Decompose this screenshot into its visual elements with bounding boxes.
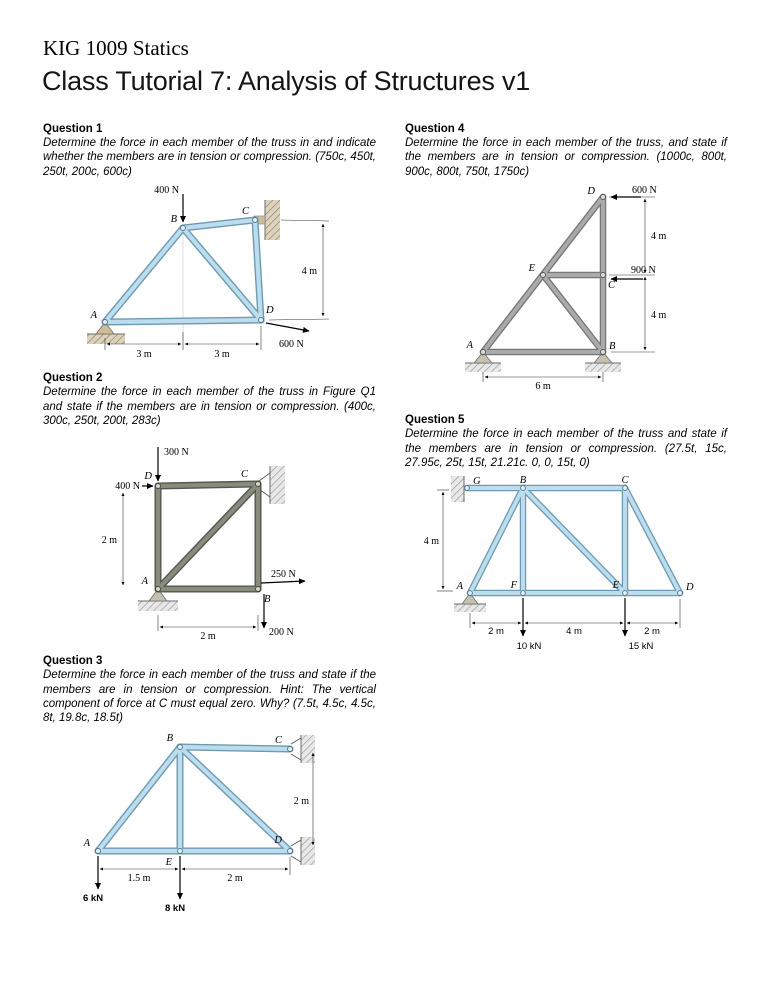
q4-dim-4m-upper-label: 4 m [651, 231, 667, 243]
q5-dim-2m-left-label: 2 m [488, 626, 504, 638]
question-5-body: Determine the force in each member of the truss and state if the members are in tension or compression. (27.5t, 15c, 27.95c, 25t, 15t, 21.21c. 0, 0, 15t, 0) [405, 428, 727, 469]
q5-load-15kn-label: 15 kN [628, 641, 654, 653]
q4-dim-6m-label: 6 m [535, 381, 551, 393]
q2-load-400n-label: 400 N [115, 481, 140, 493]
q1-node-b-label: B [170, 214, 177, 226]
q5-node-g-label: G [473, 476, 481, 488]
q4-load-900n-label: 900 N [631, 265, 656, 277]
q2-node-c-label: C [240, 469, 248, 481]
question-2-figure [43, 431, 376, 647]
q5-dim-4m-mid-label: 4 m [566, 626, 582, 638]
q4-truss-diagram [405, 182, 705, 394]
question-5-figure [405, 473, 727, 663]
q1-truss-diagram [43, 182, 373, 364]
right-column [405, 123, 727, 671]
q3-members [98, 747, 290, 851]
q5-truss-diagram [405, 473, 705, 663]
q3-node-a-label: A [83, 837, 90, 849]
q3-dim-2m-bottom-label: 2 m [227, 872, 243, 884]
q1-load-600n-label: 600 N [279, 339, 304, 351]
q3-wall-support-lower [291, 837, 315, 865]
question-5 [405, 414, 727, 663]
q2-dim-2m-left-label: 2 m [101, 535, 117, 547]
q4-node-a-label: A [466, 340, 473, 352]
question-3-figure [43, 729, 376, 921]
q2-node-a-label: A [141, 576, 148, 588]
question-2-heading: Question 2 [43, 372, 103, 385]
question-4-figure [405, 182, 727, 394]
q2-members [158, 484, 258, 589]
question-2-body: Determine the force in each member of the truss in Figure Q1 and state if the members are in tension or compression. (400c, 300c, 250t, 200t, 283c) [43, 386, 376, 427]
q3-load-6kn-label: 6 kN [83, 892, 104, 904]
q3-node-d-label: D [274, 834, 282, 846]
q4-node-d-label: D [587, 186, 595, 198]
question-1 [43, 123, 376, 364]
q5-node-f-label: F [510, 580, 517, 592]
q1-node-a-label: A [90, 310, 97, 322]
q3-wall-support-upper [291, 735, 315, 763]
q4-dim-4m-lower-label: 4 m [651, 310, 667, 322]
q3-truss-diagram [43, 729, 373, 921]
question-1-body: Determine the force in each member of the truss in and indicate whether the members are in tension or compression. (750c, 450t, 250t, 200c, 600c) [43, 137, 376, 178]
question-4 [405, 123, 727, 394]
question-4-body: Determine the force in each member of the truss, and state if the members are in tension or compression. (1000c, 800t, 900c, 800t, 750t, 1750c) [405, 137, 727, 178]
question-5-heading: Question 5 [405, 414, 465, 427]
question-4-heading: Question 4 [405, 123, 465, 135]
q5-node-a-label: A [456, 581, 463, 593]
q5-node-e-label: E [612, 580, 619, 592]
q4-node-b-label: B [609, 341, 616, 353]
q3-node-e-label: E [165, 856, 172, 868]
q2-dim-2m-bottom-label: 2 m [200, 631, 216, 643]
question-2 [43, 372, 376, 647]
q2-load-250n-label: 250 N [271, 569, 296, 581]
q2-load-200n-label: 200 N [269, 627, 294, 639]
q3-dim-1p5m-label: 1.5 m [127, 872, 151, 884]
left-column [43, 123, 376, 929]
q4-load-600n-label: 600 N [632, 185, 657, 197]
q3-node-b-label: B [166, 732, 173, 744]
question-3-body: Determine the force in each member of the truss and state if the members are in tension or compression. Hint: The vertical component of force at C must equal zero. Why? (7.5t, 4.5c, 4.5c, 8t, 19.8c, 18.5t) [43, 669, 376, 725]
q5-dim-2m-right-label: 2 m [644, 626, 660, 638]
q5-node-d-label: D [686, 582, 694, 594]
q3-node-c-label: C [274, 734, 282, 746]
q5-members [467, 488, 680, 593]
q2-node-b-label: B [264, 594, 271, 606]
q2-truss-diagram [43, 431, 373, 647]
question-1-heading: Question 1 [43, 123, 103, 135]
q1-dim-3m-left-label: 3 m [136, 349, 152, 361]
q5-node-b-label: B [519, 475, 527, 487]
q1-node-d-label: D [266, 305, 274, 317]
q2-wall-support [259, 466, 285, 504]
q1-load-400n-label: 400 N [154, 185, 179, 197]
q3-load-8kn-label: 8 kN [165, 902, 186, 914]
question-3 [43, 655, 376, 921]
q3-dim-2m-right-label: 2 m [293, 795, 309, 807]
q1-dim-4m-label: 4 m [301, 266, 317, 278]
q1-dim-3m-right-label: 3 m [214, 349, 230, 361]
q2-load-300n-label: 300 N [164, 447, 189, 459]
q5-load-10kn-label: 10 kN [516, 641, 542, 653]
q5-dim-4m-label: 4 m [423, 536, 439, 548]
q5-node-c-label: C [621, 475, 629, 487]
q4-node-e-label: E [528, 263, 535, 275]
question-1-figure [43, 182, 376, 364]
question-3-heading: Question 3 [43, 655, 103, 668]
q2-node-d-label: D [144, 471, 152, 483]
course-title: KIG 1009 Statics [43, 36, 189, 60]
q1-node-c-label: C [241, 206, 249, 218]
page-title: Class Tutorial 7: Analysis of Structures v1 [42, 66, 531, 96]
q4-node-c-label: C [608, 280, 616, 292]
